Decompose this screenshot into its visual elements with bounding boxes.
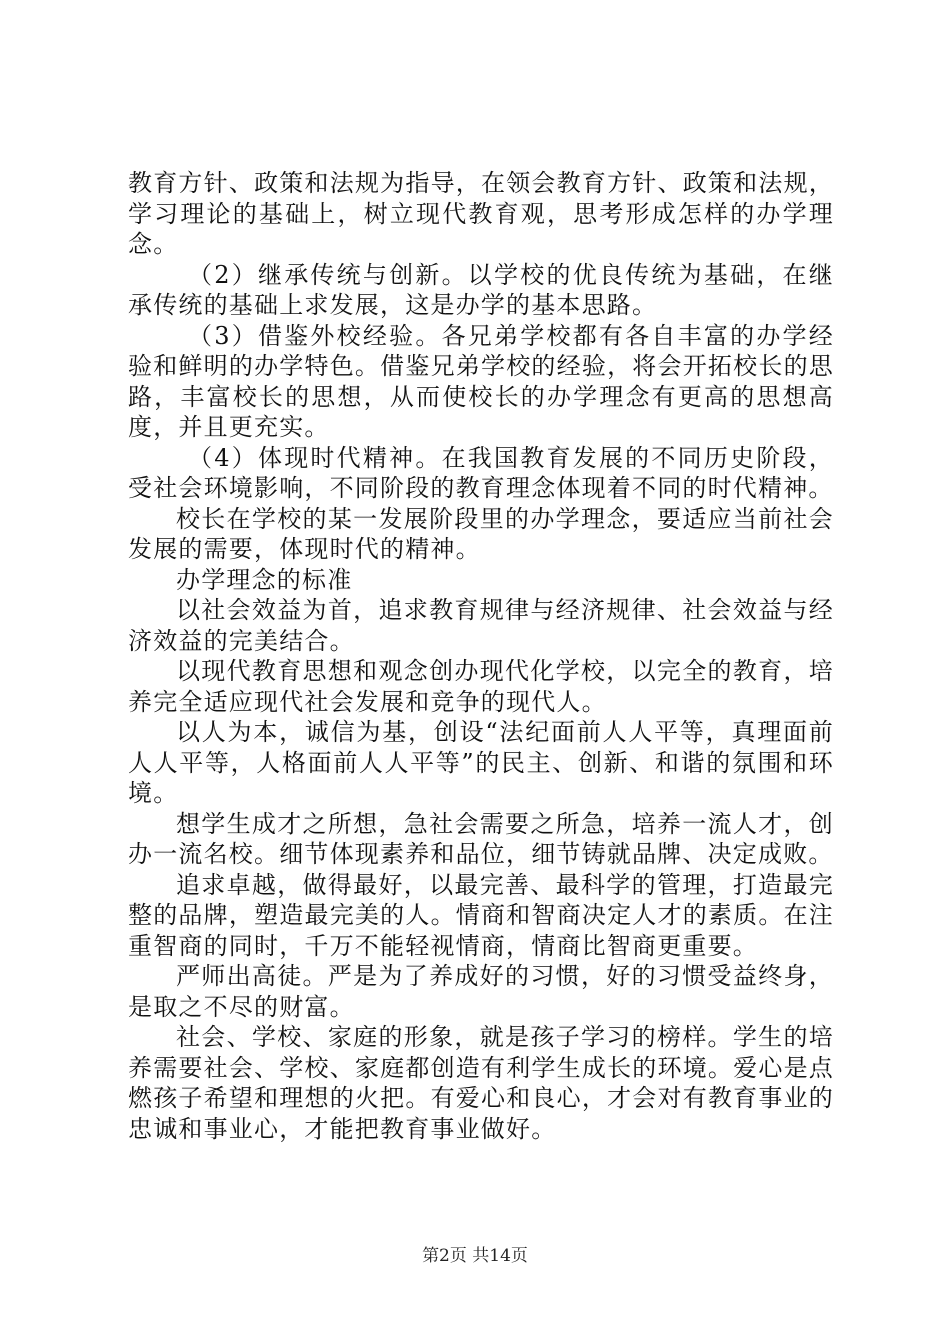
paragraph-item-3: （3）借鉴外校经验。各兄弟学校都有各自丰富的办学经验和鲜明的办学特色。借鉴兄弟学校的经验，将会开拓校长的思路，丰富校长的思想，从而使校长的办学理念有更高的思想高度，并且更充实。 [128, 321, 834, 441]
page-number: 第2页 共14页 [422, 1246, 528, 1266]
paragraph-standard-2: 以现代教育思想和观念创办现代化学校，以完全的教育，培养完全适应现代社会发展和竞争的现代人。 [128, 657, 834, 716]
paragraph-item-4: （4）体现时代精神。在我国教育发展的不同历史阶段，受社会环境影响，不同阶段的教育理念体现着不同的时代精神。 [128, 443, 834, 502]
section-heading: 办学理念的标准 [176, 565, 353, 594]
paragraph-item-2: （2）继承传统与创新。以学校的优良传统为基础，在继承传统的基础上求发展，这是办学的基本思路。 [128, 260, 834, 319]
paragraph-standard-3: 以人为本，诚信为基，创设“法纪面前人人平等，真理面前人人平等，人格面前人人平等”的民主、创新、和谐的氛围和环境。 [128, 718, 834, 807]
paragraph-standard-1: 以社会效益为首，追求教育规律与经济规律、社会效益与经济效益的完美结合。 [128, 596, 834, 655]
paragraph-standard-6: 严师出高徒。严是为了养成好的习惯，好的习惯受益终身，是取之不尽的财富。 [128, 962, 834, 1021]
paragraph-continuation: 教育方针、政策和法规为指导，在领会教育方针、政策和法规，学习理论的基础上，树立现代教育观，思考形成怎样的办学理念。 [128, 169, 834, 258]
paragraph-standard-5: 追求卓越，做得最好，以最完善、最科学的管理，打造最完整的品牌，塑造最完美的人。情商和智商决定人才的素质。在注重智商的同时，千万不能轻视情商，情商比智商更重要。 [128, 870, 834, 960]
body-text [128, 168, 834, 1144]
paragraph-standard-4: 想学生成才之所想，急社会需要之所急，培养一流人才，创办一流名校。细节体现素养和品位，细节铸就品牌、决定成败。 [128, 809, 834, 868]
paragraph-standard-7: 社会、学校、家庭的形象，就是孩子学习的榜样。学生的培养需要社会、学校、家庭都创造有利学生成长的环境。爱心是点燃孩子希望和理想的火把。有爱心和良心，才会对有教育事业的忠诚和事业心，才能把教育事业做好。 [128, 1023, 834, 1143]
paragraph-principal: 校长在学校的某一发展阶段里的办学理念，要适应当前社会发展的需要，体现时代的精神。 [128, 504, 834, 563]
